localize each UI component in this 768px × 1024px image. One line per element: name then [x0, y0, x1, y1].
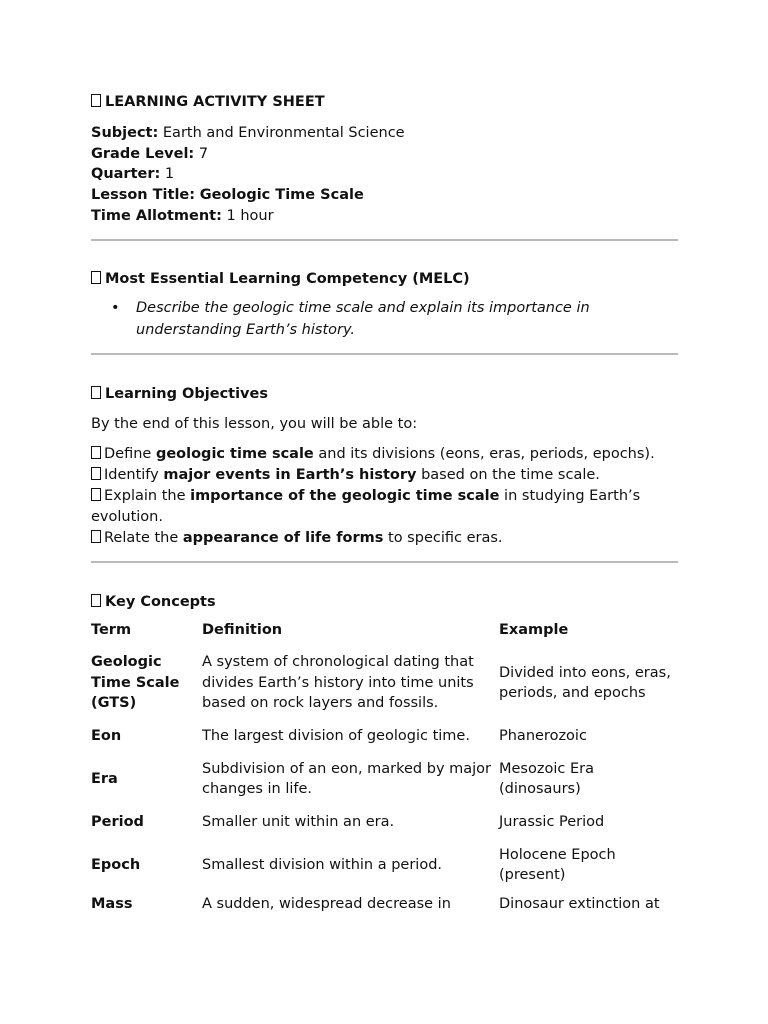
example-cell: Phanerozoic: [499, 727, 587, 744]
example-cell: Mesozoic Era (dinosaurs): [499, 760, 594, 797]
time-allotment-line: Time Allotment: 1 hour: [91, 207, 274, 224]
melc-list-item: [111, 298, 671, 341]
term-cell: Mass: [91, 896, 133, 912]
example-cell: Holocene Epoch (present): [499, 846, 616, 883]
objective-item: Relate the appearance of life forms to specific eras.: [91, 528, 686, 549]
definition-cell: A system of chronological dating that divides Earth’s history into time units based on rock layers and fossils.: [202, 654, 474, 712]
quarter-line: Quarter: 1: [91, 166, 175, 183]
grade-line: Grade Level: 7: [91, 145, 209, 162]
objective-item: Explain the importance of the geologic time scale in studying Earth’s evolution.: [91, 488, 641, 525]
lesson-title-line: Lesson Title: Geologic Time Scale: [91, 187, 364, 204]
missing-glyph-icon: [91, 94, 101, 107]
table-row: [91, 752, 679, 806]
definition-cell: The largest division of geologic time.: [202, 727, 470, 744]
objectives-intro: By the end of this lesson, you will be able to:: [91, 416, 418, 432]
melc-heading: Most Essential Learning Competency (MELC): [91, 269, 470, 289]
definition-cell: A sudden, widespread decrease in: [202, 896, 451, 912]
objective-item: Identify major events in Earth’s history based on the time scale.: [91, 465, 686, 486]
term-cell: Period: [91, 813, 144, 830]
table-row: [91, 838, 679, 892]
term-cell: Eon: [91, 727, 122, 744]
missing-glyph-icon: [91, 488, 101, 501]
missing-glyph-icon: [91, 446, 101, 459]
example-cell: Divided into eons, eras, periods, and epochs: [499, 664, 671, 701]
term-cell: Era: [91, 770, 118, 787]
definition-cell: Subdivision of an eon, marked by major changes in life.: [202, 760, 492, 797]
sheet-title: [91, 92, 325, 112]
divider: [91, 239, 678, 241]
lesson-meta: [91, 123, 405, 227]
example-cell: Jurassic Period: [499, 813, 605, 830]
column-header-definition: Definition: [202, 622, 283, 638]
example-cell: Dinosaur extinction at: [499, 896, 660, 912]
table-row: [91, 806, 679, 838]
table-row: [91, 646, 679, 720]
definition-cell: Smaller unit within an era.: [202, 813, 395, 830]
missing-glyph-icon: [91, 594, 101, 607]
definition-cell: Smallest division within a period.: [202, 856, 443, 873]
table-row: [91, 720, 679, 752]
objective-item: Define geologic time scale and its divisions (eons, eras, periods, epochs).: [91, 444, 686, 465]
bullet: •: [111, 300, 120, 316]
missing-glyph-icon: [91, 271, 101, 284]
column-header-term: Term: [91, 622, 132, 638]
subject-line: Subject: Earth and Environmental Science: [91, 125, 405, 141]
key-concepts-heading: Key Concepts: [91, 592, 216, 612]
objectives-list: [91, 444, 686, 549]
sheet-title-text: LEARNING ACTIVITY SHEET: [105, 94, 325, 110]
column-header-example: Example: [499, 622, 569, 638]
term-cell: Epoch: [91, 856, 141, 873]
divider: [91, 561, 678, 563]
objectives-heading: Learning Objectives: [91, 384, 268, 404]
key-concepts-table: [91, 620, 679, 924]
missing-glyph-icon: [91, 467, 101, 480]
divider: [91, 353, 678, 355]
term-cell: Geologic Time Scale (GTS): [91, 654, 180, 712]
missing-glyph-icon: [91, 386, 101, 399]
melc-text: Describe the geologic time scale and explain its importance in understanding Earth’s history.: [136, 300, 590, 338]
missing-glyph-icon: [91, 530, 101, 543]
table-row: [91, 892, 679, 924]
table-header-row: [91, 620, 679, 646]
